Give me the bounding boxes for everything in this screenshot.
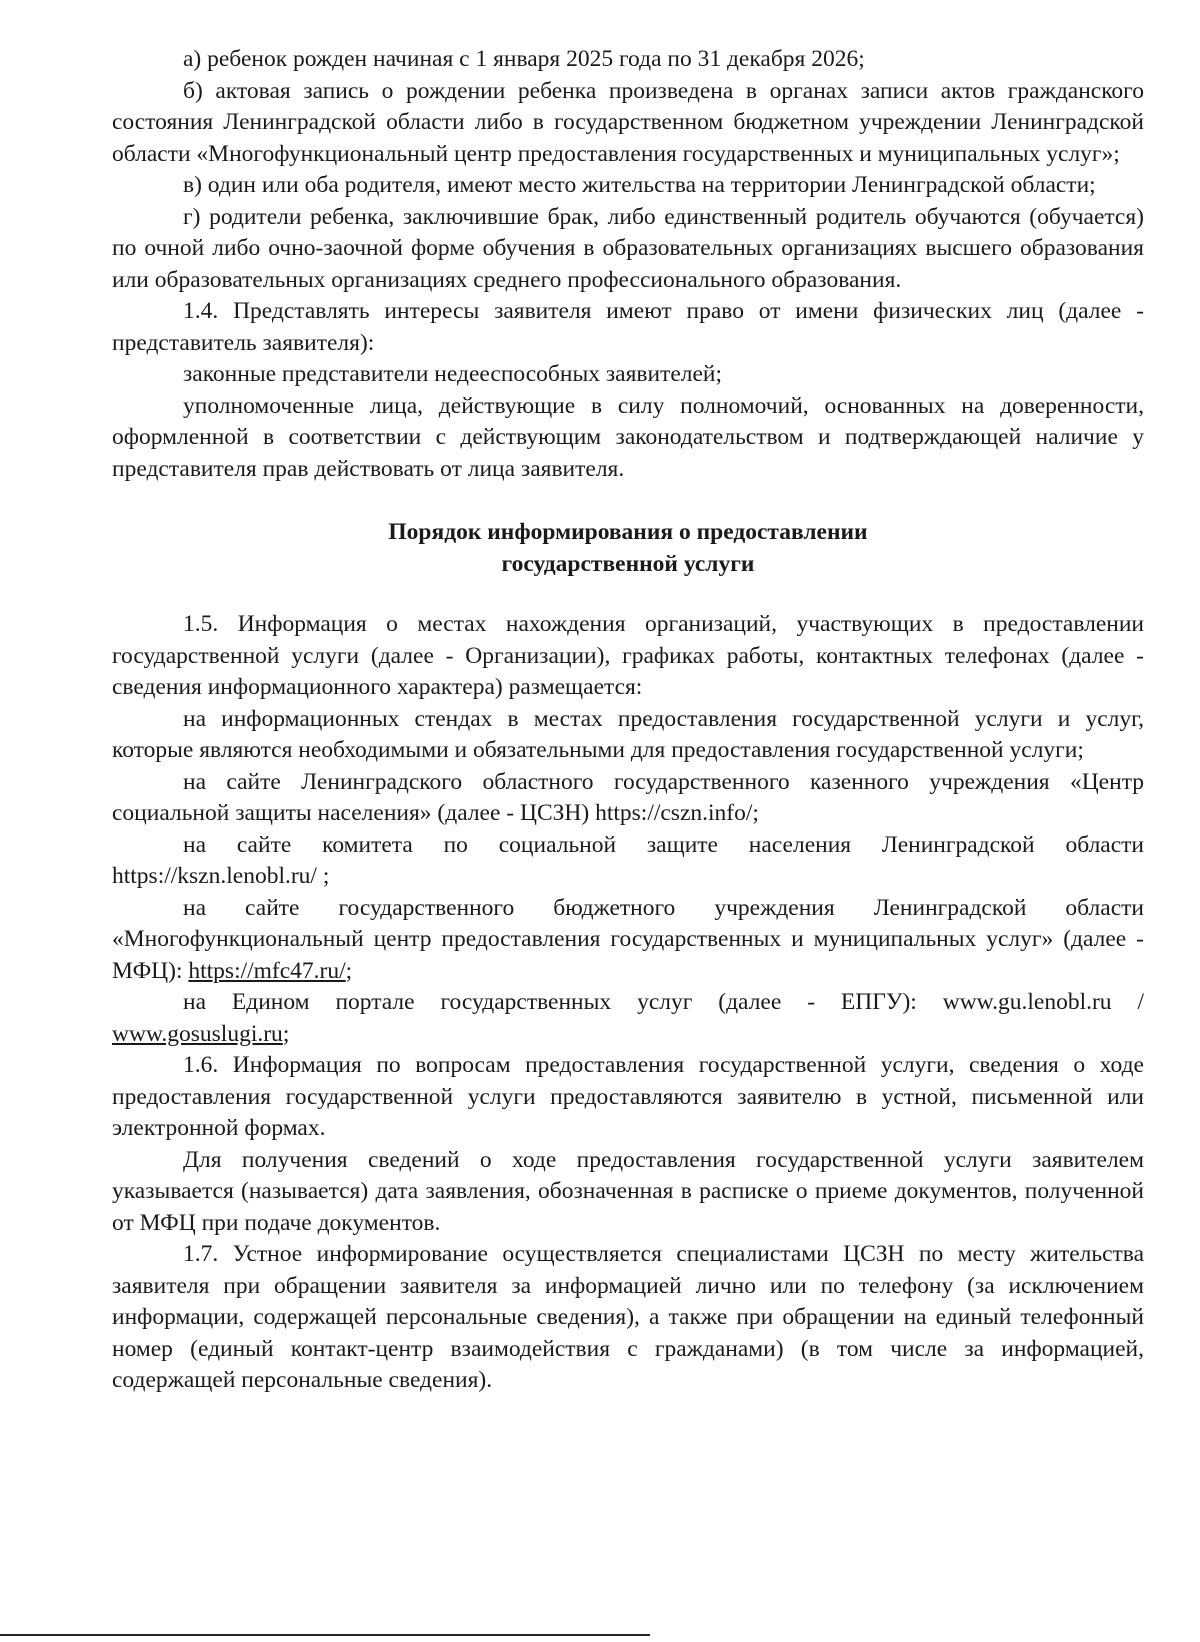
mfc-text: на сайте государственного бюджетного учреждения Ленинградской области «Многофункциональный центр предоставления государственных и муниципальных услуг» (далее - МФЦ):: [112, 894, 1144, 984]
paragraph-authorized-persons: уполномоченные лица, действующие в силу полномочий, основанных на доверенности, оформленной в соответствии с действующим законодательством и подтверждающей наличие у представителя прав действовать от лица заявителя.: [112, 392, 1144, 482]
paragraph-1-4: 1.4. Представлять интересы заявителя имеют право от имени физических лиц (далее - представитель заявителя):: [112, 298, 1144, 356]
epgu-after: ;: [282, 1020, 290, 1047]
gosuslugi-link[interactable]: www.gosuslugi.ru: [112, 1020, 283, 1047]
paragraph-condition-v: в) один или оба родителя, имеют место жительства на территории Ленинградской области;: [183, 172, 1096, 198]
section-heading: [112, 516, 1144, 580]
section-heading-line-1: Порядок информирования о предоставлении: [388, 519, 868, 545]
paragraph-1-7: 1.7. Устное информирование осуществляется специалистами ЦСЗН по месту жительства заявителя при обращении заявителя за информацией лично или по телефону (за исключением информации, содержащей персональные сведения), а также при обращении на единый телефонный номер (единый контакт-центр взаимодействия с гражданами) (в том числе за информацией, содержащей персональные сведения).: [112, 1241, 1144, 1393]
paragraph-1-5: 1.5. Информация о местах нахождения организаций, участвующих в предоставлении государственной услуги (далее - Организации), графиках работы, контактных телефонах (далее - сведения информационного характера) размещается:: [112, 611, 1144, 700]
paragraph-mfc-site: [112, 893, 1144, 988]
paragraph-kszn-site: на сайте комитета по социальной защите населения Ленинградской области https://kszn.lenobl.ru/ ;: [112, 831, 1144, 889]
paragraph-cszn-site: на сайте Ленинградского областного государственного казенного учреждения «Центр социальной защиты населения» (далее - ЦСЗН) https://cszn.info/;: [112, 768, 1144, 826]
paragraph-condition-a: а) ребенок рожден начиная с 1 января 2025 года по 31 декабря 2026;: [183, 46, 865, 72]
paragraph-info-stands: на информационных стендах в местах предоставления государственной услуги и услуг, которые являются необходимыми и обязательными для предоставления государственной услуги;: [112, 705, 1144, 763]
epgu-text: на Едином портале государственных услуг (далее - ЕПГУ): www.gu.lenobl.ru /: [183, 989, 1144, 1015]
section-heading-line-2: государственной услуги: [501, 551, 755, 577]
mfc-after: ;: [345, 957, 353, 984]
paragraph-condition-g: г) родители ребенка, заключившие брак, либо единственный родитель обучаются (обучается) по очной либо очно-заочной форме обучения в образовательных организациях высшего образования или образовательных организациях среднего профессионального образования.: [112, 203, 1144, 293]
paragraph-condition-b: б) актовая запись о рождении ребенка произведена в органах записи актов гражданского состояния Ленинградской области либо в государственном бюджетном учреждении Ленинградской области «Многофункциональный центр предоставления государственных и муниципальных услуг»;: [112, 77, 1144, 167]
mfc-link[interactable]: https://mfc47.ru/: [188, 957, 346, 984]
paragraph-status-info: Для получения сведений о ходе предоставления государственной услуги заявителем указывается (называется) дата заявления, обозначенная в расписке о приеме документов, полученной от МФЦ при подаче документов.: [112, 1146, 1144, 1236]
bottom-divider: [0, 1634, 650, 1636]
paragraph-legal-representatives: законные представители недееспособных заявителей;: [183, 361, 723, 387]
paragraph-1-6: 1.6. Информация по вопросам предоставления государственной услуги, сведения о ходе предоставления государственной услуги предоставляются заявителю в устной, письменной или электронной формах.: [112, 1052, 1144, 1141]
document-page: [112, 44, 1144, 1397]
paragraph-epgu-site: [112, 987, 1144, 1050]
